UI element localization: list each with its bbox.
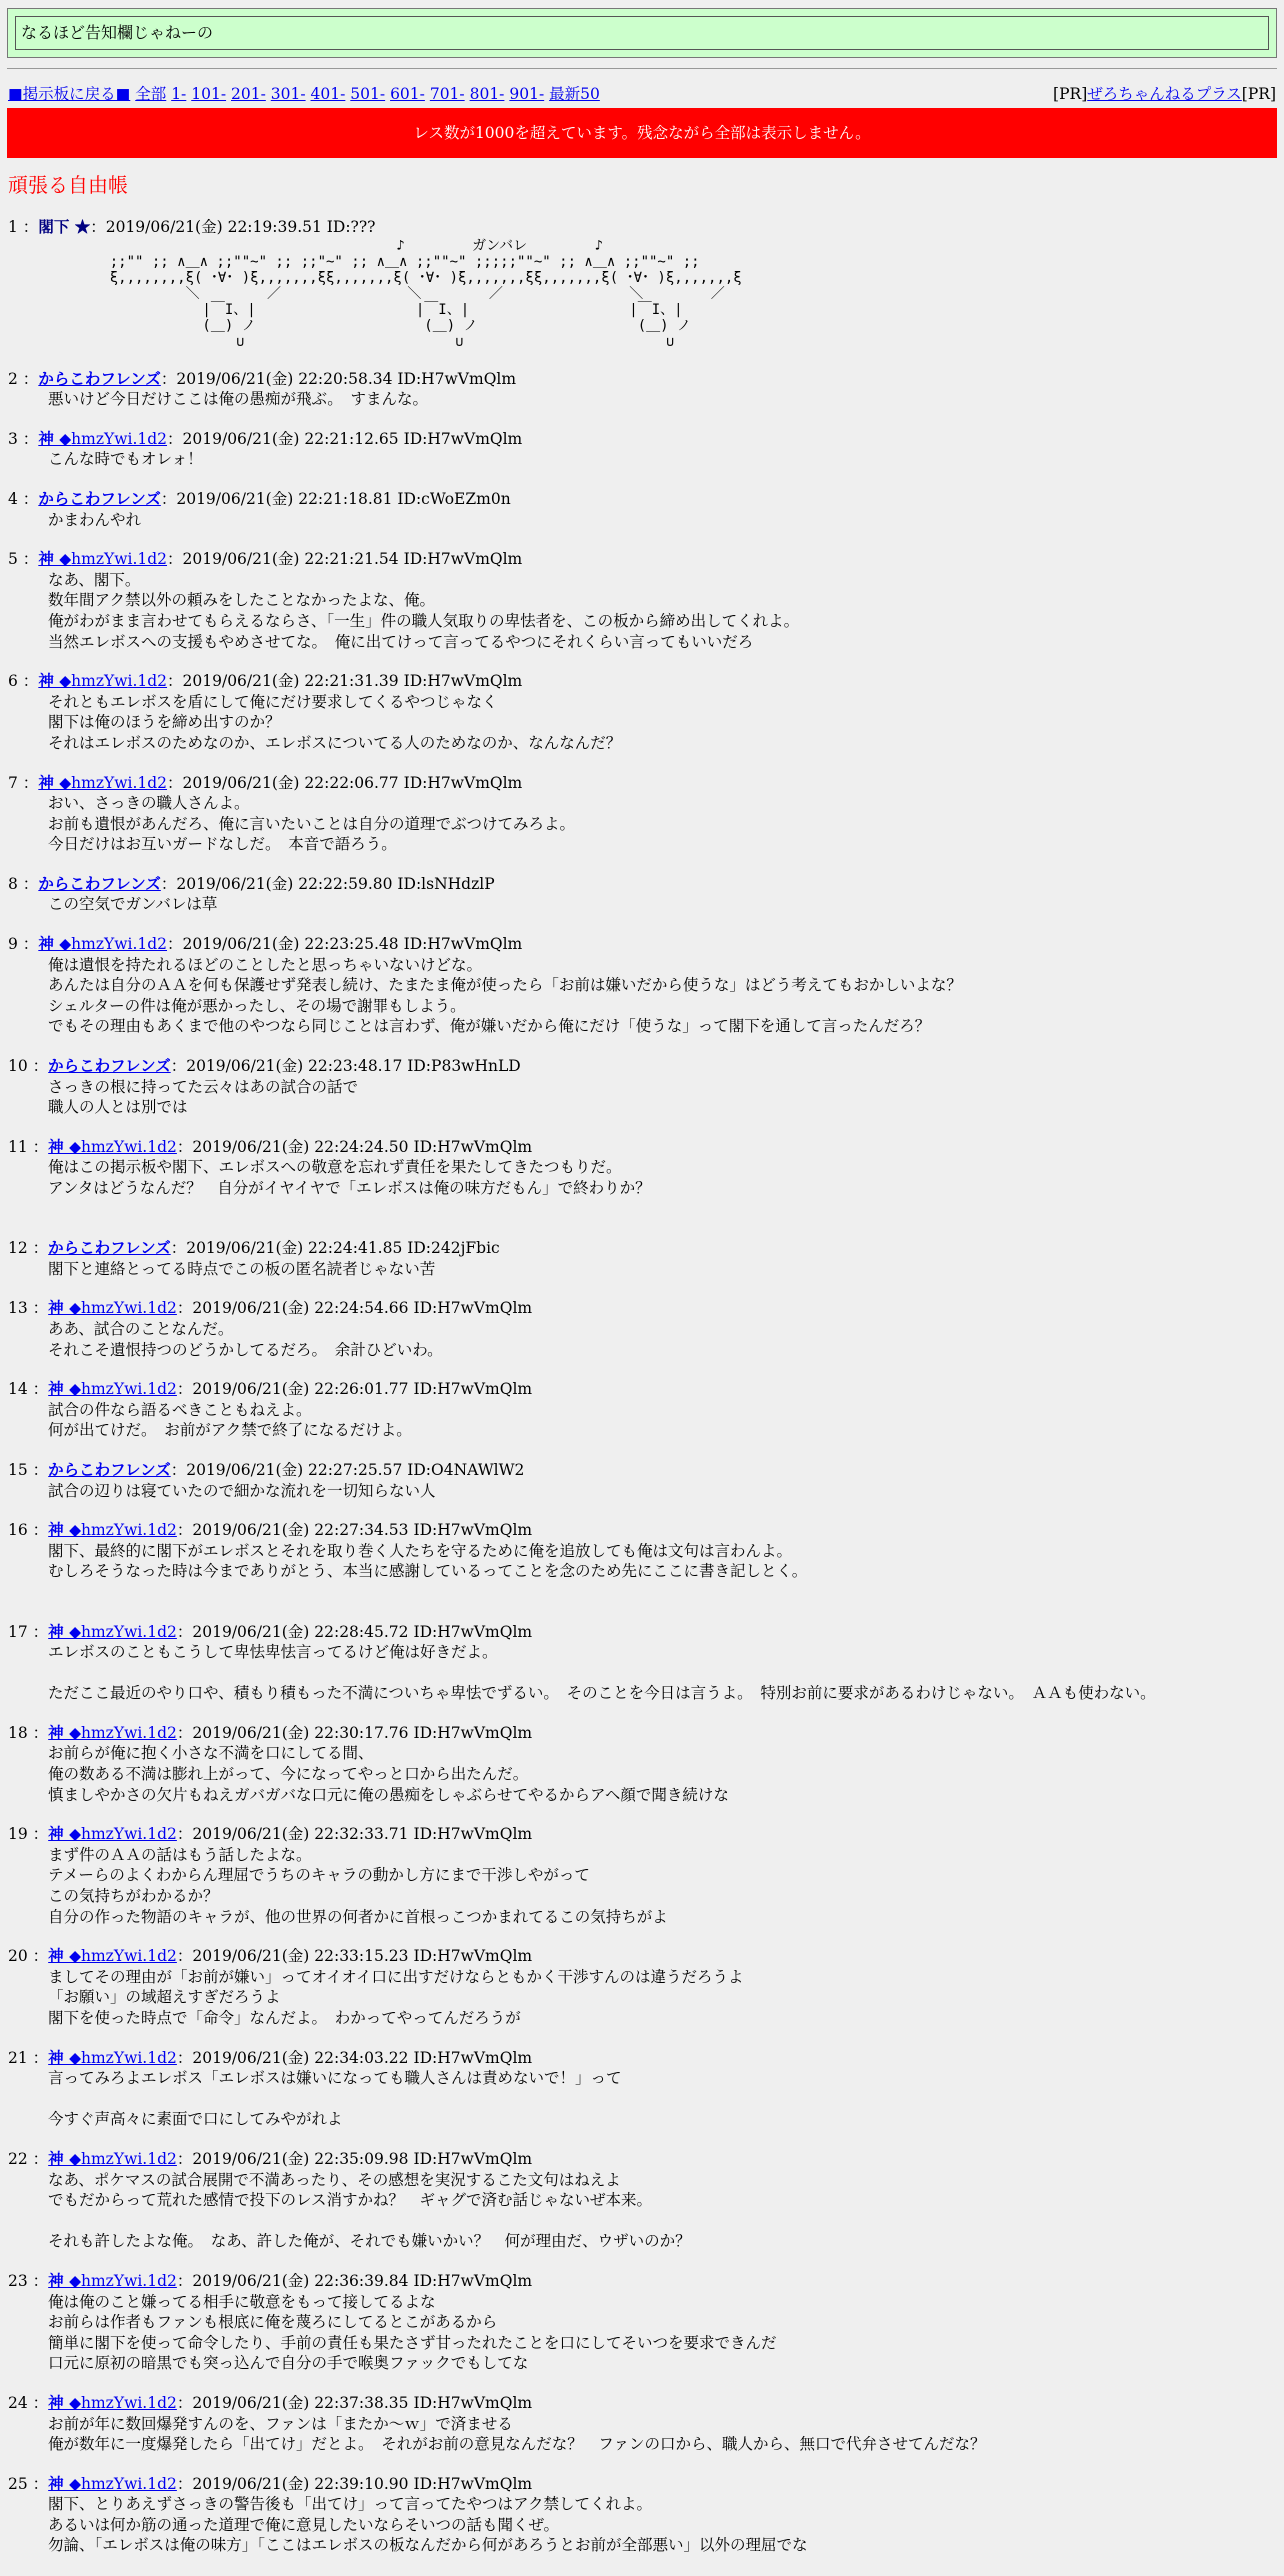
post xyxy=(8,1298,1284,1379)
post-body xyxy=(48,2494,1284,2556)
post xyxy=(8,1622,1284,1723)
post-separator: ： xyxy=(27,1947,49,1966)
post-header xyxy=(8,874,1284,895)
poster-name[interactable]: からこわフレンズ xyxy=(38,488,161,508)
post-body xyxy=(48,1259,1284,1280)
post-line: ましてその理由が「お前が嫌い」ってオイオイ口に出すだけならともかく干渉すんのは違うだろうよ xyxy=(48,1967,744,1986)
post-separator: ： xyxy=(27,1723,49,1742)
post-header xyxy=(8,1056,1284,1077)
post-date-id: ：2019/06/21(金) 22:30:17.76 ID:H7wVmQlm xyxy=(176,1723,533,1742)
poster-trip: hmzYwi.1d2 xyxy=(81,1299,177,1318)
post-number: 17 xyxy=(8,1622,28,1641)
post-header xyxy=(8,1520,1284,1541)
post-number: 9 xyxy=(8,935,18,954)
post-line: 慎ましやかさの欠片もねえガバガバな口元に俺の愚痴をしゃぶらせてやるからアヘ顔で聞き続けな xyxy=(48,1785,729,1804)
poster-name[interactable]: 神 ◆hmzYwi.1d2 xyxy=(48,1946,177,1966)
post xyxy=(8,217,1284,369)
post-separator: ： xyxy=(27,1137,49,1156)
post-separator: ： xyxy=(27,2393,49,2412)
post-number: 11 xyxy=(8,1137,28,1156)
page-range-link[interactable]: 301- xyxy=(270,85,306,103)
poster-name[interactable]: 神 ◆hmzYwi.1d2 xyxy=(48,1136,177,1156)
poster-trip: hmzYwi.1d2 xyxy=(71,429,168,448)
post-line: 言ってみろよエレボス「エレボスは嫌いになっても職人さんは責めないで！」って xyxy=(48,2069,622,2088)
post-line: それはエレボスのためなのか、エレボスについてる人のためなのか、なんなんだ？ xyxy=(48,733,622,752)
post xyxy=(8,874,1284,934)
post-number: 13 xyxy=(8,1299,28,1318)
post-date-id: ：2019/06/21(金) 22:24:41.85 ID:242jFbic xyxy=(170,1239,500,1258)
post xyxy=(8,671,1284,772)
page-range-link[interactable]: 901- xyxy=(509,85,545,103)
post xyxy=(8,773,1284,874)
post-header xyxy=(8,217,1284,238)
post-header xyxy=(8,369,1284,390)
post xyxy=(8,549,1284,671)
post-line: でもその理由もあくまで他のやつなら同じことは言わず、俺が嫌いだから俺にだけ「使うな」って閣下を通して言ったんだろ？ xyxy=(48,1017,931,1036)
post-separator: ： xyxy=(27,2149,49,2168)
post-header xyxy=(8,1238,1284,1259)
post xyxy=(8,1056,1284,1137)
post-line: お前が年に数回爆発すんのを、ファンは「またか～ｗ」で済ませる xyxy=(48,2414,513,2433)
post-header xyxy=(8,429,1284,450)
post-date-id: ：2019/06/21(金) 22:28:45.72 ID:H7wVmQlm xyxy=(176,1622,533,1641)
post-line: この空気でガンバレは草 xyxy=(48,895,218,914)
poster-name[interactable]: 神 ◆hmzYwi.1d2 xyxy=(48,1621,177,1641)
poster-trip: hmzYwi.1d2 xyxy=(81,1137,177,1156)
post xyxy=(8,1520,1284,1621)
post-line: この気持ちがわかるか？ xyxy=(48,1887,219,1906)
post-header xyxy=(8,773,1284,794)
post xyxy=(8,1723,1284,1824)
post-line: 俺は俺のこと嫌ってる相手に敬意をもって接してるよな xyxy=(48,2292,436,2311)
post xyxy=(8,429,1284,489)
post-body xyxy=(48,510,1284,531)
post-header xyxy=(8,1379,1284,1400)
post-header xyxy=(8,549,1284,570)
poster-name: 閣下 ★ xyxy=(38,217,91,236)
post-line: あんたは自分のＡＡを何も保護せず発表し続け、たまたま俺が使ったら「お前は嫌いだから使うな」はどう考えてもおかしいよな？ xyxy=(48,976,962,995)
post-line: 閣下と連絡とってる時点でこの板の匿名読者じゃない苦 xyxy=(48,1259,436,1278)
post-separator: ： xyxy=(17,550,39,569)
post-body xyxy=(48,955,1284,1037)
back-to-board-link[interactable]: ■掲示板に戻る■ xyxy=(8,85,131,103)
post-line: 閣下は俺のほうを締め出すのか？ xyxy=(48,713,281,732)
post-date-id: ：2019/06/21(金) 22:22:06.77 ID:H7wVmQlm xyxy=(167,773,523,792)
post-line: なあ、閣下。 xyxy=(48,570,141,589)
post-separator: ： xyxy=(17,429,39,448)
notice-box xyxy=(7,8,1277,58)
poster-trip: hmzYwi.1d2 xyxy=(81,1380,177,1399)
post-number: 22 xyxy=(8,2149,28,2168)
post-header xyxy=(8,489,1284,510)
post-date-id: ：2019/06/21(金) 22:33:15.23 ID:H7wVmQlm xyxy=(176,1947,533,1966)
post-line: さっきの根に持ってた云々はあの試合の話で xyxy=(48,1077,359,1096)
poster-trip: hmzYwi.1d2 xyxy=(81,2474,177,2493)
post-line: こんな時でもオレォ！ xyxy=(48,450,203,469)
post-header xyxy=(8,1946,1284,1967)
post-separator: ： xyxy=(27,2474,49,2493)
post-line: なあ、ポケマスの試合展開で不満あったり、その感想を実況するこた文句はねえよ xyxy=(48,2170,621,2189)
post-line: ただここ最近のやり口や、積もり積もった不満についちゃ卑怯でずるい。 そのことを今日は言うよ。 特別お前に要求があるわけじゃない。 ＡＡも使わない。 xyxy=(48,1684,1156,1703)
post xyxy=(8,934,1284,1056)
post-number: 5 xyxy=(8,550,18,569)
limit-warning-banner: レス数が1000を超えています。残念ながら全部は表示しません。 xyxy=(7,108,1277,158)
post-line: 閣下、最終的に閣下がエレボスとそれを取り巻く人たちを守るために俺を追放しても俺は文句は言わんよ。 xyxy=(48,1541,793,1560)
post-header xyxy=(8,1723,1284,1744)
poster-trip: hmzYwi.1d2 xyxy=(81,2271,177,2290)
page-range-link[interactable]: 201- xyxy=(231,85,266,103)
post-number: 20 xyxy=(8,1947,28,1966)
post-line: 「お願い」の域超えすぎだろうよ xyxy=(48,1988,281,2007)
notice-text: なるほど告知欄じゃねーの xyxy=(15,16,1269,50)
post-body xyxy=(48,1157,1284,1219)
post-number: 24 xyxy=(8,2393,28,2412)
post-date-id: ：2019/06/21(金) 22:26:01.77 ID:H7wVmQlm xyxy=(176,1380,533,1399)
post-date-id: ：2019/06/21(金) 22:24:54.66 ID:H7wVmQlm xyxy=(176,1299,533,1318)
page-range-link[interactable]: 401- xyxy=(310,85,346,103)
poster-name[interactable]: 神 ◆hmzYwi.1d2 xyxy=(48,1298,177,1318)
post-line: 俺がわがまま言わせてもらえるならさ、「一生」件の職人気取りの卑怯者を、この板から締め出してくれよ。 xyxy=(48,611,800,630)
poster-name[interactable]: 神 ◆hmzYwi.1d2 xyxy=(38,428,168,448)
page-range-link[interactable]: 601- xyxy=(390,85,425,103)
post-date-id: ：2019/06/21(金) 22:21:31.39 ID:H7wVmQlm xyxy=(167,672,523,691)
post-date-id: ：2019/06/21(金) 22:22:59.80 ID:lsNHdzlP xyxy=(160,874,495,893)
post-number: 15 xyxy=(8,1460,28,1479)
post-body xyxy=(48,1481,1284,1502)
post-date-id: ：2019/06/21(金) 22:39:10.90 ID:H7wVmQlm xyxy=(176,2474,533,2493)
post-separator: ： xyxy=(17,773,39,792)
post-header xyxy=(8,2271,1284,2292)
post-number: 25 xyxy=(8,2474,28,2493)
post-separator: ： xyxy=(27,2048,49,2067)
post-separator: ： xyxy=(27,1057,49,1076)
post-body xyxy=(48,1319,1284,1360)
post-line: エレボスのこともこうして卑怯卑怯言ってるけど俺は好きだよ。 xyxy=(48,1643,498,1662)
poster-trip: hmzYwi.1d2 xyxy=(81,2048,177,2067)
post-line: 何が出てけだ。 お前がアク禁で終了になるだけよ。 xyxy=(48,1421,412,1440)
post-header xyxy=(8,934,1284,955)
post-separator: ： xyxy=(17,874,39,893)
post-line: 閣下を使った時点で「命令」なんだよ。 わかってやってんだろうが xyxy=(48,2009,521,2027)
post-separator: ： xyxy=(27,1239,49,1258)
thread-nav xyxy=(8,84,1276,104)
post-body xyxy=(48,692,1284,754)
poster-trip: hmzYwi.1d2 xyxy=(71,935,168,954)
post-body xyxy=(48,894,1284,915)
post-line: 俺が数年に一度爆発したら「出てけ」だとよ。 それがお前の意見なんだな？ ファンの口から、職人から、無口で代弁させてんだな？ xyxy=(48,2435,986,2454)
poster-name[interactable]: 神 ◆hmzYwi.1d2 xyxy=(48,2270,177,2290)
post-line: それともエレボスを盾にして俺にだけ要求してくるやつじゃなく xyxy=(48,692,498,711)
post-line: 悪いけど今日だけここは俺の愚痴が飛ぶ。 すまんな。 xyxy=(48,390,429,409)
post-line: まず件のＡＡの話はもう話したよな。 xyxy=(48,1845,312,1864)
post-line: おい、さっきの職人さんよ。 xyxy=(48,794,250,813)
post-date-id: ：2019/06/21(金) 22:37:38.35 ID:H7wVmQlm xyxy=(176,2393,533,2412)
post-separator: ： xyxy=(17,218,39,236)
post-list xyxy=(0,217,1284,2575)
post-line: あるいは何か筋の通った道理で俺に意見したいならそいつの話も聞くぜ。 xyxy=(48,2515,560,2534)
post-line: 職人の人とは別では xyxy=(48,1098,188,1117)
post-number: 21 xyxy=(8,2048,28,2067)
page-range-link[interactable]: 701- xyxy=(429,85,465,103)
post-separator: ： xyxy=(27,2271,49,2290)
post-header xyxy=(8,671,1284,692)
poster-name[interactable]: からこわフレンズ xyxy=(48,1459,171,1479)
post-separator: ： xyxy=(27,1460,49,1479)
poster-name[interactable]: からこわフレンズ xyxy=(48,1056,171,1076)
poster-name[interactable]: 神 ◆hmzYwi.1d2 xyxy=(38,549,168,569)
post-header xyxy=(8,1622,1284,1643)
poster-trip: hmzYwi.1d2 xyxy=(81,2393,177,2412)
post-number: 19 xyxy=(8,1825,28,1844)
post-number: 2 xyxy=(8,369,18,388)
post-line: 今日だけはお互いガードなしだ。 本音で語ろう。 xyxy=(48,835,397,854)
poster-name[interactable]: 神 ◆hmzYwi.1d2 xyxy=(48,2148,177,2168)
post-separator: ： xyxy=(17,489,39,508)
page-range-link[interactable]: 最新50 xyxy=(549,85,600,103)
post-body xyxy=(48,2292,1284,2374)
poster-trip: hmzYwi.1d2 xyxy=(81,1825,177,1844)
post xyxy=(8,2393,1284,2474)
post xyxy=(8,489,1284,549)
post-date-id: ：2019/06/21(金) 22:23:25.48 ID:H7wVmQlm xyxy=(167,935,523,954)
post xyxy=(8,2149,1284,2271)
post-header xyxy=(8,2393,1284,2414)
post-line: 俺はこの掲示板や閣下、エレボスへの敬意を忘れず責任を果たしてきたつもりだ。 xyxy=(48,1158,622,1177)
post-number: 7 xyxy=(8,773,18,792)
post-body xyxy=(48,449,1284,470)
post-line: お前らは作者もファンも根底に俺を蔑ろにしてるとこがあるから xyxy=(48,2313,498,2332)
post-header xyxy=(8,1824,1284,1845)
post-body xyxy=(48,2170,1284,2252)
post-line: シェルターの件は俺が悪かったし、その場で謝罪もしよう。 xyxy=(48,996,466,1015)
post-body xyxy=(48,2414,1284,2455)
post-line: お前も遺恨があんだろ、俺に言いたいことは自分の道理でぶつけてみろよ。 xyxy=(48,814,576,833)
poster-name[interactable]: 神 ◆hmzYwi.1d2 xyxy=(48,1520,177,1540)
post-body xyxy=(48,1077,1284,1118)
post-line: テメーらのよくわからん理屈でうちのキャラの動かし方にまで干渉しやがって xyxy=(48,1866,590,1885)
poster-trip: hmzYwi.1d2 xyxy=(81,1521,177,1540)
post-number: 23 xyxy=(8,2271,28,2290)
post-line: それも許したよな俺。 なあ、許した俺が、それでも嫌いかい？ 何が理由だ、ウザいのか？ xyxy=(48,2232,691,2251)
post-body xyxy=(48,570,1284,652)
post xyxy=(8,1137,1284,1238)
post-date-id: ：2019/06/21(金) 22:19:39.51 ID:??? xyxy=(90,218,376,236)
post-line: 俺の数ある不満は膨れ上がって、今になってやっと口から出たんだ。 xyxy=(48,1765,529,1784)
post-number: 16 xyxy=(8,1521,28,1540)
poster-name[interactable]: 神 ◆hmzYwi.1d2 xyxy=(38,671,168,691)
post-date-id: ：2019/06/21(金) 22:35:09.98 ID:H7wVmQlm xyxy=(176,2149,533,2168)
post-separator: ： xyxy=(27,1622,49,1641)
poster-name[interactable]: 神 ◆hmzYwi.1d2 xyxy=(38,772,168,792)
post-number: 12 xyxy=(8,1239,28,1258)
post-date-id: ：2019/06/21(金) 22:27:34.53 ID:H7wVmQlm xyxy=(176,1521,533,1540)
post-number: 1 xyxy=(8,218,18,236)
post xyxy=(8,1379,1284,1460)
post-header xyxy=(8,2474,1284,2495)
ascii-art: ♪ ガンバレ ♪ ;;"" ;; ∧＿∧ ;;""~" ;; ;;"~" ;; ∧＿∧ ;;""~" ;;;;;""~" ;; ∧＿∧ ;;""~" ;; ξ,,,,,,,,ξ( ･∀･ )ξ,,,,,,,ξξ,,,,,,,ξ( ･∀･ )ξ,,,,,,,ξξ,,,,,,,ξ( ･∀･ )ξ,,,,,,,ξ ＼ ／ ＼ ／ ＼ ／ |￣I、| |￣I、| |￣I、| (＿) ノ (＿) ノ (＿) ノ ∪ ∪ ∪ xyxy=(109,237,742,350)
post-date-id: ：2019/06/21(金) 22:27:25.57 ID:O4NAWlW2 xyxy=(170,1460,525,1479)
poster-trip: hmzYwi.1d2 xyxy=(71,773,168,792)
poster-trip: hmzYwi.1d2 xyxy=(81,1723,177,1742)
post-separator: ： xyxy=(17,369,39,388)
poster-name[interactable]: からこわフレンズ xyxy=(38,873,161,893)
poster-trip: hmzYwi.1d2 xyxy=(71,672,168,691)
post-line: ああ、試合のことなんだ。 xyxy=(48,1319,234,1338)
post-line: それこそ遺恨持つのどうかしてるだろ。 余計ひどいわ。 xyxy=(48,1340,443,1359)
post-header xyxy=(8,2149,1284,2170)
poster-name[interactable]: 神 ◆hmzYwi.1d2 xyxy=(38,934,168,954)
page-range-link[interactable]: 101- xyxy=(191,85,227,103)
poster-name[interactable]: 神 ◆hmzYwi.1d2 xyxy=(48,2392,177,2412)
post-body xyxy=(48,1400,1284,1441)
post-body xyxy=(48,1743,1284,1805)
poster-name[interactable]: 神 ◆hmzYwi.1d2 xyxy=(48,1722,177,1742)
post-line xyxy=(48,1663,1284,1684)
post-number: 10 xyxy=(8,1057,28,1076)
post-line xyxy=(48,2089,1284,2110)
post-line: お前らが俺に抱く小さな不満を口にしてる間、 xyxy=(48,1744,374,1763)
post-number: 8 xyxy=(8,874,18,893)
post-line xyxy=(48,2211,1284,2232)
post-body xyxy=(48,2068,1284,2130)
post-line xyxy=(48,1199,1284,1220)
poster-trip: hmzYwi.1d2 xyxy=(81,1622,177,1641)
post-line: 自分の作った物語のキャラが、他の世界の何者かに首根っこつかまれてるこの気持ちがよ xyxy=(48,1907,668,1926)
post xyxy=(8,2474,1284,2575)
post-date-id: ：2019/06/21(金) 22:21:18.81 ID:cWoEZm0n xyxy=(160,489,511,508)
post-line: 俺は遺恨を持たれるほどのことしたと思っちゃいないけどな。 xyxy=(48,955,483,974)
post xyxy=(8,1460,1284,1520)
post-number: 14 xyxy=(8,1380,28,1399)
post xyxy=(8,1946,1284,2047)
post xyxy=(8,2048,1284,2149)
post xyxy=(8,1238,1284,1298)
poster-trip: hmzYwi.1d2 xyxy=(71,550,168,569)
post-separator: ： xyxy=(27,1521,49,1540)
post-line: 簡単に閣下を使って命令したり、手前の責任も果たさず甘ったれたことを口にしてそいつを要求できんだ xyxy=(48,2333,777,2352)
post-body xyxy=(48,1845,1284,1927)
post-line: アンタはどうなんだ？ 自分がイヤイヤで「エレボスは俺の味方だもん」で終わりか？ xyxy=(48,1179,651,1197)
post xyxy=(8,1824,1284,1946)
page-range-link[interactable]: 801- xyxy=(469,85,505,103)
poster-name[interactable]: 神 ◆hmzYwi.1d2 xyxy=(48,1379,177,1399)
post-header xyxy=(8,1137,1284,1158)
divider xyxy=(7,68,1277,69)
poster-name[interactable]: 神 ◆hmzYwi.1d2 xyxy=(48,2473,177,2493)
post-header xyxy=(8,1298,1284,1319)
post-separator: ： xyxy=(27,1825,49,1844)
post-date-id: ：2019/06/21(金) 22:23:48.17 ID:P83wHnLD xyxy=(170,1057,521,1076)
page-range-link[interactable]: 全部 xyxy=(135,85,167,103)
post-date-id: ：2019/06/21(金) 22:21:21.54 ID:H7wVmQlm xyxy=(167,550,523,569)
post-line: むしろそうなった時は今までありがとう、本当に感謝しているってことを念のため先にここに書き記しとく。 xyxy=(48,1562,808,1581)
thread-title: 頑張る自由帳 xyxy=(8,173,128,197)
poster-name[interactable]: からこわフレンズ xyxy=(48,1238,171,1258)
post xyxy=(8,369,1284,429)
post-date-id: ：2019/06/21(金) 22:32:33.71 ID:H7wVmQlm xyxy=(176,1825,533,1844)
post-separator: ： xyxy=(27,1299,49,1318)
post-body xyxy=(48,1541,1284,1603)
poster-trip: hmzYwi.1d2 xyxy=(81,1947,177,1966)
post-line: 口元に原初の暗黒でも突っ込んで自分の手で喉奥ファックでもしてな xyxy=(48,2354,529,2373)
poster-trip: hmzYwi.1d2 xyxy=(81,2149,177,2168)
post-body xyxy=(48,1967,1284,2029)
pr-area xyxy=(1053,84,1276,105)
post-separator: ： xyxy=(27,1380,49,1399)
post-number: 6 xyxy=(8,672,18,691)
post-line: かまわんやれ xyxy=(48,510,142,529)
post-separator: ： xyxy=(17,672,39,691)
pr-suffix: [PR] xyxy=(1241,85,1276,103)
page-links xyxy=(8,85,600,103)
post-number: 4 xyxy=(8,489,18,508)
poster-name[interactable]: 神 ◆hmzYwi.1d2 xyxy=(48,1824,177,1844)
post-date-id: ：2019/06/21(金) 22:36:39.84 ID:H7wVmQlm xyxy=(176,2271,533,2290)
post-header xyxy=(8,2048,1284,2069)
post-line: でもだからって荒れた感情で投下のレス消すかね？ ギャグで済む話じゃないぜ本来。 xyxy=(48,2191,653,2210)
post-date-id: ：2019/06/21(金) 22:24:24.50 ID:H7wVmQlm xyxy=(176,1137,533,1156)
post-line xyxy=(48,1582,1284,1603)
post-body xyxy=(48,1642,1284,1704)
poster-name[interactable]: 神 ◆hmzYwi.1d2 xyxy=(48,2047,177,2067)
post-line: 数年間アク禁以外の頼みをしたことなかったよな、俺。 xyxy=(48,591,436,610)
page-range-link[interactable]: 1- xyxy=(171,85,187,103)
post-number: 3 xyxy=(8,429,18,448)
post-body xyxy=(48,793,1284,855)
post-line: 閣下、とりあえずさっきの警告後も「出てけ」って言ってたやつはアク禁してくれよ。 xyxy=(48,2495,653,2514)
post-line: 試合の件なら語るべきこともねえよ。 xyxy=(48,1400,312,1419)
post-separator: ： xyxy=(17,935,39,954)
post-line: 今すぐ声高々に素面で口にしてみやがれよ xyxy=(48,2110,343,2129)
post-date-id: ：2019/06/21(金) 22:20:58.34 ID:H7wVmQlm xyxy=(160,369,517,388)
post-line: 勿論、「エレボスは俺の味方」「ここはエレボスの板なんだから何があろうとお前が全部悪い」以外の理屈でな xyxy=(48,2536,808,2555)
post-line: 当然エレボスへの支援もやめさせてな。 俺に出てけって言ってるやつにそれくらい言ってもいいだろ xyxy=(48,632,754,651)
page-range-link[interactable]: 501- xyxy=(350,85,386,103)
post-line: 試合の辺りは寝ていたので細かな流れを一切知らない人 xyxy=(48,1481,436,1500)
post-number: 18 xyxy=(8,1723,28,1742)
pr-prefix: [PR] xyxy=(1053,85,1088,103)
post-header xyxy=(8,1460,1284,1481)
poster-name[interactable]: からこわフレンズ xyxy=(38,368,161,388)
post-body xyxy=(48,389,1284,410)
post-date-id: ：2019/06/21(金) 22:21:12.65 ID:H7wVmQlm xyxy=(167,429,523,448)
post-date-id: ：2019/06/21(金) 22:34:03.22 ID:H7wVmQlm xyxy=(176,2048,533,2067)
pr-link[interactable]: ぜろちゃんねるプラス xyxy=(1087,85,1242,103)
post xyxy=(8,2271,1284,2393)
